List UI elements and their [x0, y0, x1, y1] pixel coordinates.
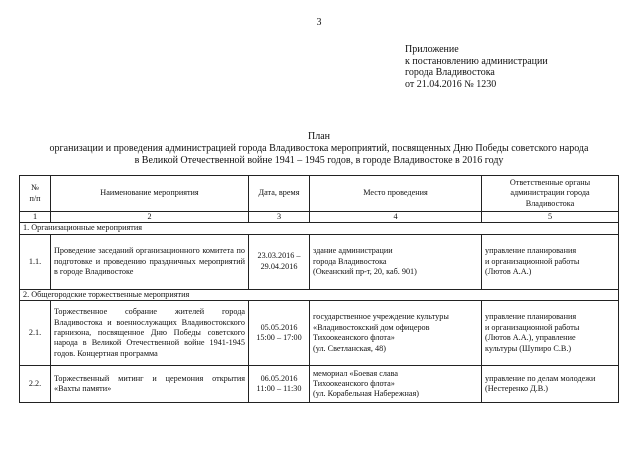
header-venue: Место проведения: [310, 176, 482, 212]
section-row: [20, 223, 619, 234]
event-name: Проведение заседаний организационного комитета по подготовке и проведению праздничных мероприятий в городе Владивостоке: [51, 234, 249, 289]
header-responsible: [482, 176, 619, 212]
date-line: 29.04.2016: [260, 261, 298, 271]
venue-line: мемориал «Боевая слава: [313, 368, 398, 378]
event-date: [249, 234, 310, 289]
page-number: 3: [316, 17, 322, 28]
venue-line: «Владивостокский дом офицеров: [313, 322, 430, 332]
responsible-line: управление планирования: [485, 312, 577, 322]
appendix-line: Приложение: [405, 44, 459, 55]
document-title: [0, 131, 638, 167]
appendix-line: к постановлению администрации: [405, 55, 548, 67]
column-number: 2: [51, 212, 249, 223]
events-plan-table: [19, 175, 619, 403]
appendix-note: [405, 44, 548, 90]
appendix-line: города Владивостока: [405, 67, 495, 78]
title-line: организации и проведения администрацией города Владивостока мероприятий, посвященных Дню Победы советского народа: [49, 143, 589, 154]
table-row: [20, 234, 619, 289]
responsible-line: (Лютов А.А.): [485, 267, 532, 277]
header-date-time: Дата, время: [249, 176, 310, 212]
responsible-line: и организационной работы: [485, 322, 580, 332]
responsible-line: управление планирования: [485, 246, 577, 256]
section-row: [20, 289, 619, 300]
event-venue: [310, 301, 482, 366]
venue-line: Тихоокеанского флота»: [313, 379, 395, 389]
event-responsible: [482, 234, 619, 289]
responsible-line: (Лютов А.А.), управление: [485, 333, 576, 343]
event-venue: [310, 366, 482, 403]
date-line: 15:00 – 17:00: [256, 333, 302, 343]
responsible-line: культуры (Шупиро С.В.): [485, 343, 572, 353]
appendix-line: от 21.04.2016 № 1230: [405, 78, 497, 90]
event-date: [249, 301, 310, 366]
venue-line: (Океанский пр-т, 20, каб. 901): [313, 267, 417, 277]
header-text: Владивостока: [525, 198, 575, 208]
table-row: [20, 301, 619, 366]
venue-line: государственное учреждение культуры: [313, 312, 449, 322]
event-responsible: [482, 301, 619, 366]
venue-line: (ул. Корабельная Набережная): [313, 389, 419, 399]
table-row: [20, 366, 619, 403]
column-number: 3: [249, 212, 310, 223]
venue-line: здание администрации: [313, 246, 393, 256]
column-number: 4: [310, 212, 482, 223]
venue-line: Тихоокеанского флота»: [313, 333, 395, 343]
event-date: [249, 366, 310, 403]
responsible-line: и организационной работы: [485, 256, 580, 266]
date-line: 05.05.2016: [260, 322, 298, 332]
event-responsible: [482, 366, 619, 403]
row-number: 1.1.: [20, 234, 51, 289]
section-title: 2. Общегородские торжественные мероприятия: [20, 289, 619, 300]
column-number-row: [20, 212, 619, 223]
event-name: Торжественное собрание жителей города Владивостока и военнослужащих Владивостокского гарнизона, посвященное Дню Победы советского народа в Великой Отечественной войне 1941-1945 годов. Концертная программа: [51, 301, 249, 366]
header-event-name: Наименование мероприятия: [51, 176, 249, 212]
row-number: 2.1.: [20, 301, 51, 366]
event-venue: [310, 234, 482, 289]
table-header-row: [20, 176, 619, 212]
column-number: 5: [482, 212, 619, 223]
header-text: Ответственные органы: [509, 177, 591, 187]
date-line: 06.05.2016: [260, 373, 298, 383]
title-heading: План: [307, 131, 330, 142]
date-line: 11:00 – 11:30: [256, 384, 302, 394]
date-line: 23.03.2016 –: [257, 251, 301, 261]
row-number: 2.2.: [20, 366, 51, 403]
header-text: администрации города: [510, 188, 590, 198]
venue-line: города Владивостока: [313, 256, 387, 266]
column-number: 1: [20, 212, 51, 223]
event-name: Торжественный митинг и церемония открытия «Вахты памяти»: [51, 366, 249, 403]
title-line: в Великой Отечественной войне 1941 – 1945 годов, в городе Владивостоке в 2016 году: [134, 155, 504, 166]
header-number: [20, 176, 51, 212]
venue-line: (ул. Светланская, 48): [313, 343, 386, 353]
header-text: №: [31, 183, 39, 193]
header-text: п/п: [29, 193, 41, 203]
responsible-line: (Нестеренко Д.В.): [485, 384, 549, 394]
section-title: 1. Организационные мероприятия: [20, 223, 619, 234]
responsible-line: управление по делам молодежи: [485, 373, 596, 383]
